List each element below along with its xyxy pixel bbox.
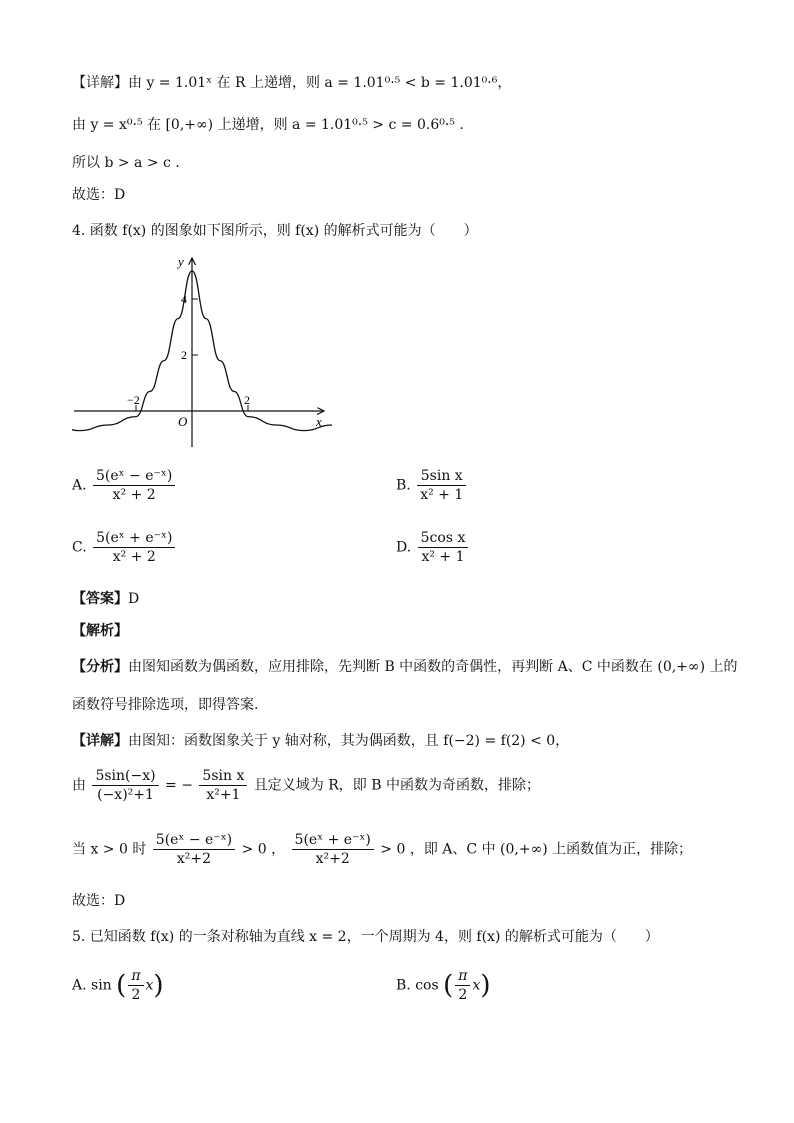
y-axis-label: y: [178, 254, 184, 269]
conclusion-line: 所以 b > a > c .: [72, 155, 180, 171]
function-curve: [72, 271, 332, 431]
xtick-neg2-label: −2: [127, 393, 140, 407]
xiangjie-line-2: [72, 768, 540, 803]
q5-option-a-var: x: [145, 977, 154, 994]
ytick-2-label: 2: [181, 348, 187, 362]
option-c-fraction: $\frac{\text{5(eˣ + e⁻ˣ)}}{\text{x² + 2}}$: [93, 530, 175, 565]
gt-zero-b: > 0: [380, 841, 406, 858]
q5-option-a[interactable]: A. sin ( $\frac{\pi}{2}$ x): [72, 968, 164, 1003]
sin-neg-fraction: $\frac{5\sin(-x)}{\text{(−x)²+1}}$: [92, 768, 158, 803]
answer-value: D: [128, 591, 140, 607]
q5-option-a-letter: A.: [72, 977, 87, 994]
xiangjie-3-prefix: 当 x > 0 时: [72, 841, 147, 858]
x-axis-label: x: [316, 414, 322, 429]
fenxi-text-1: 由图知函数为偶函数，应用排除，先判断 B 中函数的奇偶性，再判断 A、C 中函数在 (0,+∞) 上的: [128, 659, 738, 675]
function-graph: [72, 252, 332, 452]
question-5: 5. 已知函数 f(x) 的一条对称轴为直线 x = 2，一个周期为 4，则 f(x) 的解析式可能为（ ）: [72, 929, 659, 945]
q5-option-b-var: x: [472, 977, 481, 994]
c-expr-fraction: $\frac{\text{5(eˣ + e⁻ˣ)}}{\text{x²+2}}$: [292, 832, 374, 867]
q5-option-b-letter: B.: [396, 977, 411, 994]
detail-line-2: 由 y = x⁰·⁵ 在 [0,+∞) 上递增，则 a = 1.01⁰·⁵ > c = 0.6⁰·⁵ .: [72, 117, 464, 133]
option-b-fraction: $\frac{\text{5sin x}}{\text{x² + 1}}$: [417, 468, 466, 503]
detail-line-1: 【详解】由 y = 1.01ˣ 在 R 上递增，则 a = 1.01⁰·⁵ < b = 1.01⁰·⁶，: [72, 75, 512, 91]
xiangjie-text-1: 由图知：函数图象关于 y 轴对称，其为偶函数，且 f(−2) = f(2) < 0，: [128, 733, 570, 749]
q5-option-a-fn: sin: [91, 977, 112, 994]
origin-label: O: [178, 414, 188, 429]
option-a[interactable]: [72, 468, 177, 503]
q5-option-a-fraction: $\frac{\pi}{2}$: [128, 968, 143, 1003]
sin-fraction: $\frac{\text{5sin x}}{\text{x²+1}}$: [199, 768, 247, 803]
a-expr-fraction: $\frac{\text{5(eˣ − e⁻ˣ)}}{\text{x²+2}}$: [153, 832, 235, 867]
gt-zero-a: > 0 ，: [241, 841, 286, 858]
option-c[interactable]: [72, 530, 177, 565]
xiangjie-2-prefix: 由: [72, 777, 86, 794]
option-d-fraction: $\frac{\text{5cos x}}{\text{x² + 1}}$: [418, 530, 469, 565]
ytick-4-label: 4: [181, 292, 187, 306]
option-a-letter: A.: [72, 477, 87, 494]
option-d[interactable]: [396, 530, 470, 565]
option-a-fraction: $\frac{\text{5(eˣ − e⁻ˣ)}}{\text{x² + 2}}$: [93, 468, 175, 503]
choice-line-1: 故选：D: [72, 187, 126, 203]
xiangjie-2-suffix: 且定义域为 R，即 B 中函数为奇函数，排除；: [253, 777, 540, 794]
xiangjie-tag: 【详解】: [72, 733, 128, 749]
xiangjie-3-suffix: ，即 A、C 中 (0,+∞) 上函数值为正，排除；: [409, 841, 693, 858]
option-d-letter: D.: [396, 539, 412, 556]
fenxi-tag: 【分析】: [72, 659, 128, 675]
xiangjie-line-3: [72, 832, 692, 867]
q5-option-b-fraction: $\frac{\pi}{2}$: [455, 968, 470, 1003]
equals-neg: = −: [165, 777, 193, 794]
answer-line: [72, 588, 139, 608]
jiexi-label: 【解析】: [72, 623, 128, 639]
xtick-2-label: 2: [244, 393, 250, 407]
question-4: 4. 函数 f(x) 的图象如下图所示，则 f(x) 的解析式可能为（ ）: [72, 223, 478, 239]
q5-option-b[interactable]: B. cos ( $\frac{\pi}{2}$ x): [396, 968, 491, 1003]
choice-line-2: 故选：D: [72, 893, 126, 909]
fenxi-line-2: 函数符号排除选项，即得答案.: [72, 697, 259, 713]
option-b[interactable]: [396, 468, 468, 503]
option-b-letter: B.: [396, 477, 411, 494]
q5-option-b-fn: cos: [415, 977, 439, 994]
fenxi-line-1: [72, 656, 737, 676]
answer-label: 【答案】: [72, 591, 128, 607]
option-c-letter: C.: [72, 539, 87, 556]
xiangjie-line-1: [72, 730, 569, 750]
